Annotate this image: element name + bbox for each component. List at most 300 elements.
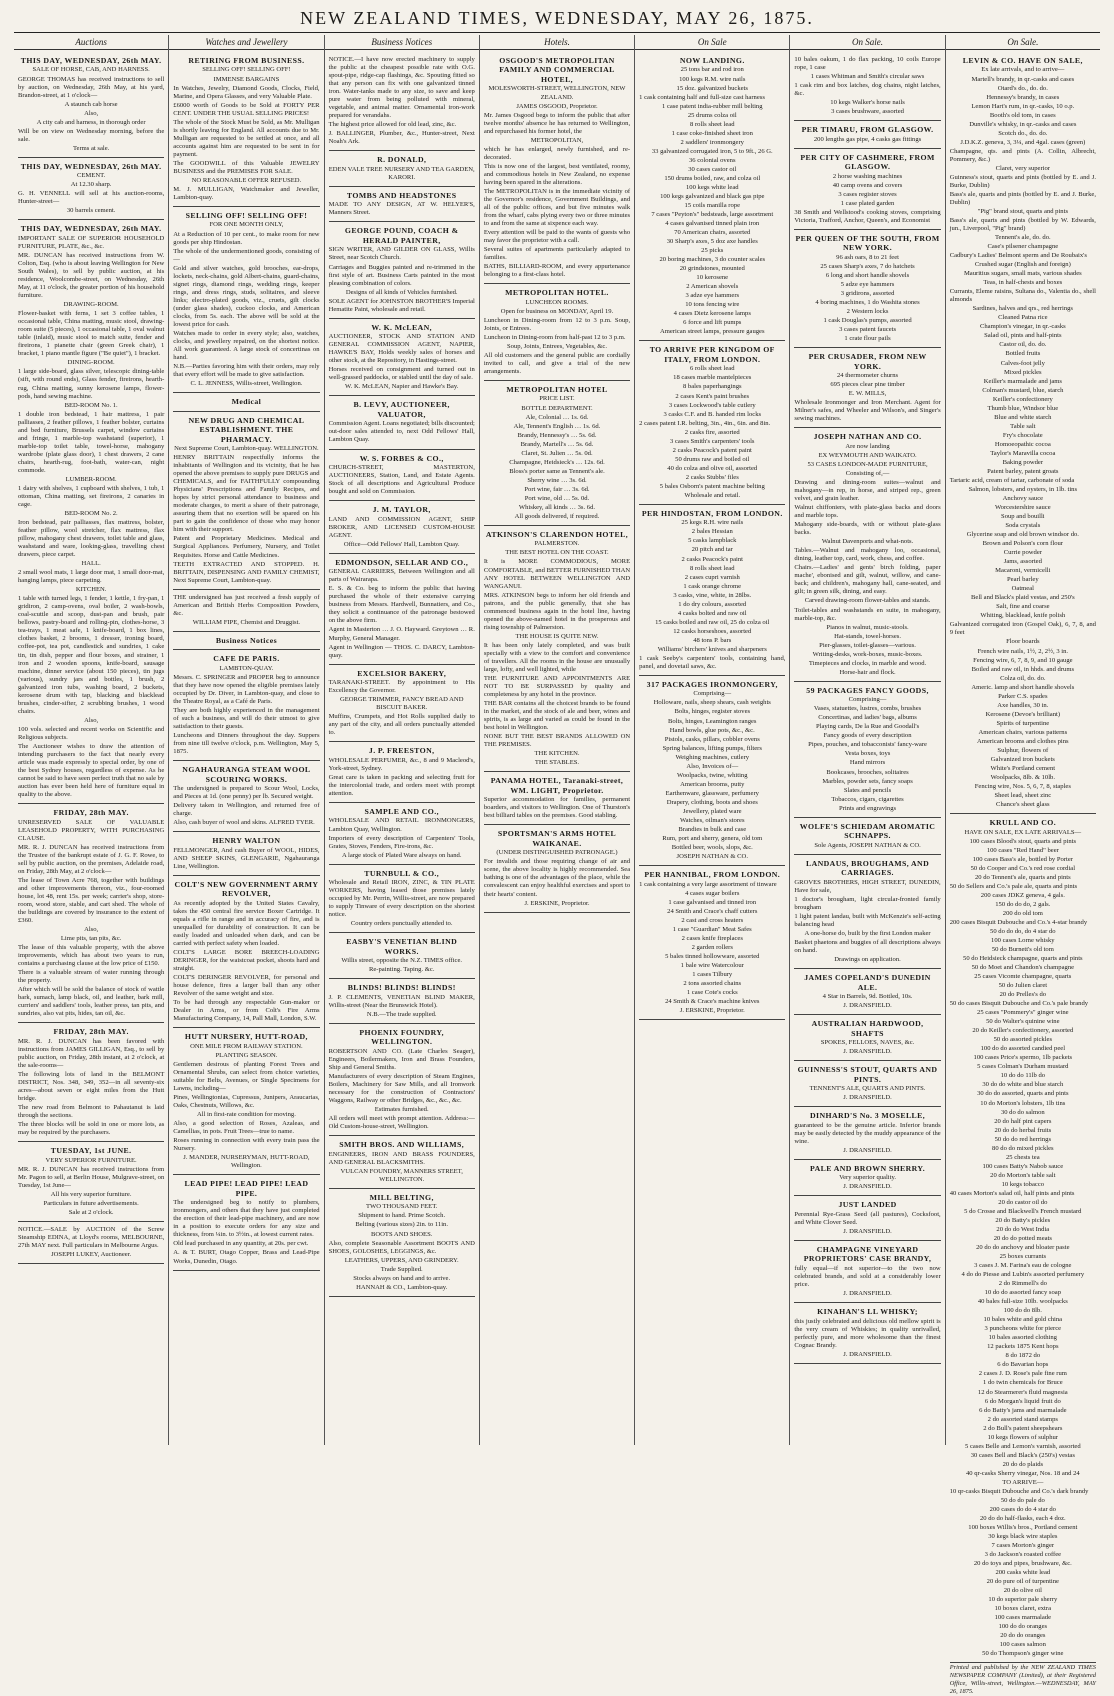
advertisement-line: 1 cask orange chrome xyxy=(683,582,742,590)
advertisement-line: J. DRANSFIELD. xyxy=(843,1227,892,1235)
advertisement-line: J. DRANSFIELD. xyxy=(843,1183,892,1191)
advertisement-line: 3 do Jackson's roasted coffee xyxy=(984,1551,1062,1559)
advertisement-line: Whiskey, all kinds … 3s. 6d. xyxy=(518,503,596,511)
advertisement xyxy=(639,506,785,676)
advertisement-line: EX WEYMOUTH AND WAIKATO. xyxy=(818,451,917,459)
advertisement-line: TARANAKI-STREET. By appointment to His Excellency the Governor. xyxy=(328,679,475,695)
advertisement-heading: EDMONDSON, SELLAR AND CO., xyxy=(335,557,469,567)
advertisement-line: 20 do do potted meats xyxy=(993,1234,1052,1242)
advertisement-line: GROVES BROTHERS, HIGH STREET, DUNEDIN, Have for sale, xyxy=(794,878,941,894)
advertisement-line: Every attention will be paid to the wants of guests who may favor the proprietor with a call. xyxy=(483,229,631,245)
advertisement-line: Table salt xyxy=(1010,422,1036,430)
advertisement-line: 4 cases Dietz kerosene lamps xyxy=(673,310,751,318)
advertisement-line: 2 cases cupri varnish xyxy=(684,573,740,581)
advertisement-line: 6 do Batty's jams and marmalade xyxy=(979,1406,1067,1414)
advertisement-line: Chance's sheet glass xyxy=(996,801,1050,809)
advertisement xyxy=(484,773,630,825)
advertisement-line: NONE BUT THE BEST BRANDS ALLOWED ON THE PREMISES. xyxy=(483,733,631,749)
advertisement-line: 10 kegs tobacco xyxy=(1001,1180,1045,1188)
advertisement-line: VULCAN FOUNDRY, MANNERS STREET, WELLINGTON. xyxy=(340,1167,463,1183)
advertisement-heading: PHOENIX FOUNDRY, WELLINGTON. xyxy=(359,1027,445,1047)
advertisement-line: There is a valuable stream of water running through the property. xyxy=(18,969,165,985)
advertisement-line: Trade Supplied. xyxy=(380,1265,423,1273)
advertisement-line: 100 vols. selected and recent works on Scientific and Religious subjects. xyxy=(18,725,165,741)
advertisement-line: N.B.—The trade supplied. xyxy=(366,1010,437,1018)
advertisement xyxy=(329,1025,475,1136)
advertisement xyxy=(329,666,475,743)
advertisement-line: 24 thermometer churns xyxy=(836,372,899,380)
advertisement xyxy=(639,867,785,1020)
advertisement-line: The undersigned beg to notify to plumbers, ironmongers, and others that they have just completed the erection of their lead-pipe machinery, and are now in a position to execute orders for any size and thickness, from ¼in. to 3½in., at lowest current rates. xyxy=(173,1199,320,1239)
advertisement-heading: TUESDAY, 1st JUNE. xyxy=(50,1146,132,1156)
advertisement-line: 10 kerosene xyxy=(696,274,729,282)
advertisement-line: White's Portland cement xyxy=(990,764,1056,772)
advertisement-line: Fencing wire, 6, 7, 8, 9, and 10 gauge xyxy=(973,656,1073,664)
column-1 xyxy=(14,35,169,1445)
advertisement-line: PALMERSTON. xyxy=(534,540,580,548)
advertisement-heading: HUTT NURSERY, HUTT-ROAD, xyxy=(184,1032,308,1042)
advertisement xyxy=(18,1024,164,1142)
advertisement-line: Horses received on consignment and turned out in well-grassed paddocks, or stabled until the day of sale. xyxy=(328,366,475,382)
advertisement-line: Taylor's Maravilla cocoa xyxy=(990,449,1056,457)
advertisement-line: A one-horse do, built by the first London maker xyxy=(804,929,931,937)
advertisement-line: BED-ROOM No. 2. xyxy=(64,509,118,517)
advertisement-line: 8 rolls sheet lead xyxy=(690,120,735,128)
advertisement-line: 2 garden rollers xyxy=(691,943,733,951)
advertisement-heading: MILL BELTING, xyxy=(369,1192,434,1202)
advertisement-line: 7 cases "Peyton's" bedsteads, large assortment xyxy=(651,210,774,218)
column-5 xyxy=(635,35,790,1445)
advertisement-line: 200 cases do do 4 star do xyxy=(989,1505,1056,1513)
column-6 xyxy=(790,35,945,1445)
advertisement xyxy=(173,413,319,590)
advertisement-line: Kerosene (Devoe's brilliant) xyxy=(985,710,1061,718)
advertisement-line: 2 do assorted stand stamps xyxy=(987,1415,1058,1423)
advertisement-line: 200 cases Bisquit Dubouche and Co.'s 4-star brandy xyxy=(949,918,1088,926)
advertisement-heading: THIS DAY, WEDNESDAY, 26th MAY. xyxy=(20,224,162,234)
advertisement-line: 20 do Morton's table salt xyxy=(990,1171,1056,1179)
advertisement-line: Tobaccos, cigars, cigarettes xyxy=(831,795,904,803)
advertisement-line: At a Reduction of 10 per cent., to make room for new goods per ship Hindostan. xyxy=(173,230,320,246)
advertisement-line: Also, xyxy=(84,109,99,117)
advertisement-line: SPOKES, FELLOES, NAVES, &c. xyxy=(820,1039,915,1047)
advertisement-line: JAMES OSGOOD, Proprietor. xyxy=(516,102,598,110)
advertisement-line: CEMENT. xyxy=(77,172,106,180)
advertisement-line: 20 do do anchovy and bloater paste xyxy=(976,1244,1070,1251)
advertisement-line: Office—Odd Fellows' Hall, Lambton Quay. xyxy=(343,540,460,548)
advertisement-line: VERY SUPERIOR FURNITURE. xyxy=(45,1156,137,1164)
advertisement-heading: HENRY WALTON xyxy=(212,836,281,846)
advertisement-line: 2 American shovels xyxy=(686,283,739,291)
advertisement-line: 20 do do West India xyxy=(996,1225,1050,1233)
advertisement-line: 3 cases Lockwood's table cutlery xyxy=(668,401,756,409)
advertisement-line: For invalids and those requiring change of air and scene, the above locality is highly recommended. Sea bathing is one of the advantages of the place, while the convalescent can enjoy healthful exercises and sport to their hearts' content. xyxy=(483,858,631,898)
advertisement-line: AUCTIONEER, STOCK AND STATION AND GENERAL COMMISSION AGENT, NAPIER, HAWKE'S BAY, Holds weekly sales of horses and other stock, at the Repository, in Hastings-street. xyxy=(328,333,475,365)
advertisement-line: Williams' birchers' knives and sharpeners xyxy=(657,645,767,653)
advertisement xyxy=(329,555,475,665)
advertisement-line: Slates and pencils xyxy=(843,786,892,794)
advertisement-line: Baking powder xyxy=(1002,458,1044,466)
advertisement-line: Luncheons and Dinners throughout the day. Suppers from nine till twelve o'clock, p.m. Wellington, May 5, 1875. xyxy=(173,732,320,756)
advertisement-line: Currants, Eleme raisins, Sultana do., Valentia do., shell almonds xyxy=(949,288,1096,304)
advertisement-line: 50 do do do, do 4 star do xyxy=(990,927,1056,935)
advertisement xyxy=(329,53,475,151)
advertisement xyxy=(329,866,475,934)
advertisement-line: 2 cases knife fireplaces xyxy=(681,934,743,942)
advertisement-line: NOTICE.—I have now erected machinery to supply the public at the cheapest possible rate with O.G. spout-pipe, ridge-cap flashings, &c. Spouting fitted so that any person can fix with one galvanized tinned iron. Water-tanks made to any size, to save and keep pure water from being polluted with mineral, vegetable, and animal matter. Ornamental iron-work prepared for verandahs. xyxy=(328,55,475,120)
advertisement-heading: NGAHAURANGA STEAM WOOL SCOURING WORKS. xyxy=(182,765,311,784)
advertisement-line: Chairs.—Ladies' and gents' birch folding, paper mache', ebonised and gilt, walnut, willow, and cane-back; and children's, mahogany hall, cane-seated, and gilt; in green silk, dining, and easy. xyxy=(794,564,941,596)
advertisement xyxy=(794,122,940,149)
advertisement-line: 6 do Bavarian hops xyxy=(997,1361,1049,1369)
advertisement-line: 5 casks lampblack xyxy=(688,537,737,545)
advertisement-line: 1 cask containing half and full-size cast harness xyxy=(639,93,765,101)
advertisement-line: HANNAH & CO., Lambton-quay. xyxy=(356,1283,448,1291)
advertisement-line: TENNENT'S ALE, QUARTS AND PINTS. xyxy=(809,1085,926,1093)
advertisement-line: Keiller's marmalade and jams xyxy=(983,377,1062,385)
advertisement-line: Soup, Joints, Entrees, Vegetables, &c. xyxy=(506,342,608,350)
advertisement-line: J. P. CLEMENTS, VENETIAN BLIND MAKER, Willis-street (Near the Brunswick Hotel). xyxy=(328,993,475,1009)
advertisement-line: 1 doctor's brougham, light circular-fronted family brougham xyxy=(794,895,941,911)
advertisement-line: The new road from Belmont to Pahautanui is laid through the sections. xyxy=(18,1104,165,1120)
advertisement-line: Rum, port and sherry, genera, old tom xyxy=(662,834,763,842)
advertisement-line: Glycerine soap and old brown windsor do. xyxy=(966,531,1079,539)
advertisement-line: MR. DUNCAN has received instructions from W. Colton, Esq. (who is about leaving Wellington for New South Wales), to sell by public auction, at his residence, Woolcombe-street, on Wednesday, 26th May, at 11 o'clock, the greater portion of his household furniture. xyxy=(18,252,165,300)
column-heading: Auctions xyxy=(14,35,168,50)
advertisement-heading: EASBY'S VENETIAN BLIND WORKS. xyxy=(346,937,458,956)
advertisement-line: 50 do assorted pickles xyxy=(993,1036,1053,1044)
advertisement-line: Oatmeal xyxy=(1011,585,1034,593)
advertisement-line: 1 case "Guardian" Meat Safes xyxy=(672,925,752,933)
advertisement-line: 10 do superior pale sherry xyxy=(988,1596,1058,1604)
advertisement-line: 6 long and short handle shovels xyxy=(825,271,910,279)
advertisement-line: LEATHERS, UPPERS, AND GRINDERY. xyxy=(344,1256,459,1264)
advertisement-heading: GUINNESS'S STOUT, QUARTS AND PINTS. xyxy=(797,1065,938,1084)
advertisement-line: 2 horse washing machines xyxy=(832,172,903,180)
advertisement-line: Bass's ale, quarts and pints (bottled by E. and J. Burke, Dublin) xyxy=(949,190,1096,206)
advertisement-line: Comprising— xyxy=(693,690,732,698)
advertisement-line: Salt, fine and coarse xyxy=(996,603,1050,611)
advertisement xyxy=(173,877,319,1028)
advertisement-line: 695 pieces clear pine timber xyxy=(830,381,905,389)
advertisement-line: 80 do do mixed pickles xyxy=(992,1144,1054,1152)
advertisement xyxy=(794,970,940,1015)
imprint-footer: Printed and published by the NEW ZEALAND TIMES NEWSPAPER COMPANY (Limited), at their Registered Office, Willis-street, Wellington.—WEDNESDAY, MAY 26, 1875. xyxy=(949,1664,1096,1695)
advertisement-line: 25 cases Vicomte champagne, quarts xyxy=(974,973,1072,981)
advertisement-line: Horse-hair and flock. xyxy=(839,668,896,676)
advertisement-line: 100 cases Price's spermo, 1lb packets xyxy=(973,1054,1073,1062)
advertisement-line: Pearl barley xyxy=(1006,576,1039,584)
advertisement-line: Cadbury's Ladies' Belmont sperm and De Roubaix's xyxy=(949,252,1087,260)
advertisement-line: 50 do Cooper and Co.'s red rose cordial xyxy=(970,864,1076,872)
advertisement-line: 2 casks fire, assorted xyxy=(684,428,740,436)
advertisement-line: Weighing machines, cutlery xyxy=(675,753,750,761)
advertisement-line: 25 cases Sharp's axes, 7 do hatchets xyxy=(820,262,915,270)
advertisement-line: 10 kegs flowers of sulphur xyxy=(987,1433,1058,1441)
advertisement-line: Port wine, old … 5s. 0d. xyxy=(524,494,590,502)
advertisement xyxy=(173,651,319,761)
advertisement-line: The highest price allowed for old lead, zinc, &c. xyxy=(328,121,457,129)
advertisement-line: The GOODWILL of this Valuable JEWELRY BUSINESS and the PREMISES FOR SALE. xyxy=(173,159,320,175)
advertisement-line: Will be on view on Wednesday morning, before the sale. xyxy=(18,127,165,143)
advertisement-line: Great care is taken in packing and selecting fruit for the intercolonial trade, and orders meet with prompt attention. xyxy=(328,773,475,797)
advertisement xyxy=(794,53,940,121)
advertisement-line: Timepieces and clocks, in marble and wood. xyxy=(808,659,927,667)
advertisement-line: Teas, in half-chests and boxes xyxy=(983,279,1063,287)
advertisement-heading: METROPOLITAN HOTEL. xyxy=(505,288,609,298)
advertisement-line: J. ERSKINE, Proprietor. xyxy=(524,899,590,907)
advertisement-line: 1 do twin chemicals for Bruce xyxy=(983,1379,1063,1387)
advertisement-line: Watches, oilman's stores xyxy=(679,816,745,824)
advertisement-line: 50 do Heidsieck champagne, quarts and pints xyxy=(963,955,1083,962)
advertisement-line: 4 casks bolted and raw oil xyxy=(677,609,747,617)
advertisement-line: Particulars in future advertisements. xyxy=(43,1199,139,1207)
advertisement-line: 50 do Sellers and Co.'s pale ale, quarts and pints xyxy=(949,882,1078,890)
advertisement-line: Tartaric acid, cream of tartar, carbonate of soda xyxy=(949,476,1075,484)
advertisement-line: Woolpacks, 8lb. & 10lb. xyxy=(990,773,1055,781)
advertisement-line: Mr. James Osgood begs to inform the public that after twelve months' absence he has returned to Wellington, and repurchased his former hotel, the xyxy=(483,111,631,135)
advertisement xyxy=(484,53,630,284)
advertisement-line: Homoeopathic cocoa xyxy=(994,440,1051,448)
advertisement-line: 200 lengths gas pipe, 4 casks gas fittings xyxy=(813,135,922,143)
advertisement-line: 100 kegs galvanized and black gas pipe xyxy=(660,192,765,200)
column-heading: On Sale. xyxy=(790,35,944,50)
advertisement-heading: CHAMPAGNE VINEYARD PROPRIETORS' CASE BRANDY, xyxy=(803,1244,932,1264)
column-4 xyxy=(480,35,635,1445)
advertisement-heading: J. M. TAYLOR, xyxy=(372,505,431,515)
advertisement xyxy=(639,677,785,866)
advertisement-line: 2 casks Stubbs' files xyxy=(685,473,739,481)
advertisement-line: French wire nails, 1½, 2, 2½, 3 in. xyxy=(977,647,1069,655)
advertisement-line: TO ARRIVE— xyxy=(1002,1478,1044,1486)
advertisement-line: 1 cask containing a very large assortment of tinware xyxy=(639,880,777,888)
advertisement-line: Luncheon in Dining-room from half-past 12 to 3 p.m. xyxy=(483,333,626,341)
advertisement-line: THE undersigned has just received a fresh supply of American and British Herbs Composition Powders, &c. xyxy=(173,593,320,617)
advertisement-line: Colza oil, do. do. xyxy=(1000,674,1046,682)
advertisement-line: J. DRANSFIELD. xyxy=(843,1290,892,1298)
advertisement-line: 10 bales assorted clothing xyxy=(988,1334,1057,1342)
advertisement xyxy=(639,53,785,341)
advertisement-line: 200 cases JDKZ geneva, 4 gals. xyxy=(980,891,1065,899)
advertisement-heading: LEAD PIPE! LEAD PIPE! LEAD PIPE. xyxy=(184,1179,309,1198)
advertisement xyxy=(794,683,940,818)
advertisement-line: 10 qr-casks Bisquit Dubouche and Co.'s dark brandy xyxy=(949,1487,1089,1495)
advertisement-line: PRICE LIST. xyxy=(539,395,575,403)
advertisement xyxy=(329,502,475,554)
advertisement-line: Ale, Colonial … 1s. 6d. xyxy=(525,413,589,421)
advertisement-line: Port wine, fair … 3s. 6d. xyxy=(524,485,590,493)
advertisement-line: GENERAL CARRIERS, Between Wellington and all parts of Wairarapa. xyxy=(328,568,475,584)
advertisement-heading: 59 PACKAGES FANCY GOODS, xyxy=(806,685,929,695)
advertisement-line: The lease of this valuable property, with the above improvements, which has about two years to run, contains a purchasing clause at the low price of £150. xyxy=(18,944,165,968)
advertisement-line: 100 cases Bass's ale, bottled by Porter xyxy=(972,855,1073,863)
advertisement-line: Several suites of apartments particularly adapted to families. xyxy=(483,246,631,262)
advertisement-line: 2 cases patent I.R. belting, 3in., 4in., 6in. and 8in. xyxy=(639,419,771,427)
advertisement-line: LAND AND COMMISSION AGENT, SHIP BROKER, AND LICENSED CUSTOM-HOUSE AGENT. xyxy=(328,515,475,539)
advertisement-heading: AUSTRALIAN HARDWOOD, SHAFTS xyxy=(811,1019,924,1038)
masthead: NEW ZEALAND TIMES, WEDNESDAY, MAY 26, 1875. xyxy=(14,8,1100,33)
advertisement-line: Fencing wire, Nos. 5, 6, 7, 8, staples xyxy=(974,782,1071,790)
advertisement-line: 30 barrels cement. xyxy=(66,207,116,215)
advertisement-line: 20 do castor oil do xyxy=(998,1198,1048,1206)
advertisement xyxy=(794,1062,940,1107)
advertisement-line: 5 bales tinned hollowware, assorted xyxy=(665,952,760,960)
advertisement-line: Champagne, qts. and pints (A. Collin, Albrecht, Pommery, &c.) xyxy=(949,147,1096,163)
advertisement-line: HENRY BRITTAIN respectfully informs the inhabitants of Wellington and its vicinity, that he has opened the above premises to supply pure DRUGS and CHEMICALS, and for FAITHFULLY compounding Physicians' Prescriptions and Family Recipes, and hopes by strict personal attendance to business and moderate charges, to merit a share of their patronage, assuring them that no exertion will be spared on his part to gain the confidence of those who may honor him with their support. xyxy=(173,454,320,534)
advertisement-line: Vesta boxes, toys xyxy=(844,750,891,758)
advertisement-line: 25 boxes currants xyxy=(999,1253,1047,1261)
advertisement-line: 150 do do do, 2 gals. xyxy=(995,900,1051,908)
advertisement-line: Prints and engravings xyxy=(838,804,897,812)
advertisement-heading: PER TIMARU, FROM GLASGOW. xyxy=(801,125,934,135)
advertisement-line: 48 tons P. bars xyxy=(693,636,732,644)
advertisement-line: CHURCH-STREET, MASTERTON, AUCTIONEERS, Station, Land, and Estate Agents. Stock of all descriptions and Agricultural Produce bought and sold on Commission. xyxy=(328,464,475,496)
advertisement xyxy=(794,1016,940,1061)
advertisement-heading: TO ARRIVE PER KINGDOM OF ITALY, FROM LONDON. xyxy=(649,345,775,364)
advertisement-line: 30 do do salmon xyxy=(1000,1108,1045,1116)
advertisement-line: Crushed sugar (English and foreign) xyxy=(974,261,1071,269)
advertisement-line: THE STABLES. xyxy=(534,759,580,767)
advertisement-line: fully equal—if not superior—to the two now celebrated brands, and sold at a considerably lower price. xyxy=(794,1264,941,1289)
advertisement-line: Earthenware, glassware, perfumery xyxy=(665,789,759,797)
advertisement-line: American street lamps, pressure gauges xyxy=(659,328,765,336)
advertisement-line: TWO THOUSAND FEET. xyxy=(366,1203,438,1211)
advertisement-line: Sheet lead, sheet zinc xyxy=(994,792,1052,799)
advertisement-line: G. H. VENNELL will sell at his auction-rooms, Hunter-street— xyxy=(18,190,165,206)
advertisement xyxy=(950,815,1096,1663)
advertisement-line: They are both highly experienced in the management of such a business, and will do their utmost to give satisfaction to their guests. xyxy=(173,706,320,730)
advertisement-heading: LANDAUS, BROUGHAMS, AND CARRIAGES. xyxy=(805,858,930,878)
advertisement-heading: ATKINSON'S CLARENDON HOTEL, xyxy=(485,529,629,539)
advertisement-line: 100 cases marmalade xyxy=(994,1614,1052,1622)
advertisement-line: 25 drums colza oil xyxy=(687,111,737,119)
advertisement-heading: PER HANNIBAL, FROM LONDON. xyxy=(644,870,781,879)
advertisement-line: BED-ROOM No. 1. xyxy=(64,401,118,409)
advertisement-line: 10 do Morton's lobsters, 1lb tins xyxy=(980,1099,1066,1107)
advertisement-line: 1 light patent landau, built with McKenzie's self-acting balancing head xyxy=(794,912,941,928)
advertisement-line: 20 boring machines, 3 do counter scales xyxy=(659,256,766,264)
advertisement xyxy=(173,208,319,393)
advertisement-line: 200 do old tom xyxy=(1002,909,1043,917)
advertisement-line: Also, cash buyer of wool and skins. ALFRED TYER. xyxy=(173,819,315,827)
advertisement-line: 20 pitch and tar xyxy=(691,546,733,554)
advertisement-line: Bookcases, brooches, solitaires xyxy=(826,768,909,776)
advertisement-line: 1 cases Whitman and Smith's circular saws xyxy=(810,73,925,81)
advertisement-line: 1 double iron bedstead, 1 hair mattress, 1 pair palliasses, 2 feather pillows, 1 feather bolster, curtains and bed furniture, Brussels carpet, window curtains and fringe, 1 marble-top washstand (superior), 1 marble-top toilet table, towel-horse, mahogany wardrobe (plate glass door), 1 chest drawers, 2 cane chairs, hearth-rug, foot-bath, water-can, night commode. xyxy=(18,410,165,474)
advertisement-line: It has been only lately completed, and was built specially with a view to the comfort and convenience of travellers. All the rooms in the house are unusually large, lofty, and well lighted, while xyxy=(483,641,631,673)
advertisement-heading: PER CITY OF CASHMERE, FROM GLASGOW. xyxy=(800,152,935,172)
advertisement xyxy=(173,53,319,207)
advertisement-line: 25 tons bar and rod iron xyxy=(680,66,744,74)
advertisement-line: Wholesale and retail. xyxy=(684,491,741,499)
advertisement-line: LUMBER-ROOM. xyxy=(65,475,117,483)
advertisement-line: Sherry wine … 3s. 6d. xyxy=(527,476,587,484)
advertisement-line: 4 boring machines, 1 do Washita stones xyxy=(815,299,920,307)
advertisement-line: Otard's do., do. do. xyxy=(997,84,1048,92)
advertisement-line: E. W. MILLS, xyxy=(848,390,887,398)
advertisement-line: J. ERSKINE, Proprietor. xyxy=(679,1006,745,1014)
advertisement-line: 20 do toys and pipes, brushware, &c. xyxy=(973,1560,1072,1568)
advertisement-line: 12 packets 1875 Kent hops xyxy=(987,1343,1059,1351)
advertisement-line: IMPORTANT SALE OF SUPERIOR HOUSEHOLD FURNITURE, PLATE, &c., &c. xyxy=(18,234,165,250)
advertisement-line: Soda crystals xyxy=(1005,522,1041,530)
advertisement-line: this justly celebrated and delicious old mellow spirit is the very cream of Whiskies; in quality unrivalled, perfectly pure, and more wholesome than the finest Cognac Brandy. xyxy=(794,1317,941,1349)
advertisement-line: 50 do Thompson's ginger wine xyxy=(982,1650,1064,1658)
column-3 xyxy=(325,35,480,1445)
advertisement-line: 2 Western locks xyxy=(846,308,889,316)
advertisement-heading: THIS DAY, WEDNESDAY, 26th MAY. xyxy=(20,55,162,65)
advertisement-line: 4 cases galvanised tinned plain iron xyxy=(665,220,760,227)
advertisement-line: Stocks always on hand and to arrive. xyxy=(353,1274,451,1282)
advertisement-heading: Medical xyxy=(231,397,262,407)
advertisement-line: Hand mirrors xyxy=(849,759,886,767)
advertisement-line: Bolts, hinges, register stoves xyxy=(674,708,751,716)
advertisement-line: J. DRANSFIELD. xyxy=(843,1002,892,1010)
advertisement-line: 2 casks Peacock's patent paint xyxy=(672,446,752,454)
advertisement-line: 2 do Bull's patent sheepshears xyxy=(983,1424,1063,1432)
advertisement-line: UNRESERVED SALE OF VALUABLE LEASEHOLD PROPERTY, WITH PURCHASING CLAUSE. xyxy=(18,818,165,842)
advertisement-heading: THIS DAY, WEDNESDAY, 26th MAY. xyxy=(20,161,162,171)
advertisement-line: Gentlemen desirous of planting Forest Trees and Ornamental Shrubs, can select from choice varieties, suitable for Belts, Avenues, or Single Specimens for Lawns, including— xyxy=(173,1060,320,1092)
advertisement-line: 100 cases "Red Hand" beer xyxy=(986,846,1059,854)
advertisement-line: THE KITCHEN. xyxy=(534,750,580,758)
advertisement-line: Sale at 2 o'clock. xyxy=(68,1208,114,1216)
advertisement-line: 5 adze eye hammers xyxy=(840,281,895,288)
advertisement-line: Toilet-tables and washstands en suite, in mahogany, marble-top, &c. xyxy=(794,606,941,622)
advertisement-line: 15 coils manilla rope xyxy=(684,201,740,209)
advertisement-line: Drapery, clothing, boots and shoes xyxy=(666,798,758,806)
advertisement xyxy=(18,53,164,158)
advertisement-line: Also, complete Seasonable Assortment BOOTS AND SHOES, GOLOSHES, LEGGINGS, &c. xyxy=(328,1239,475,1255)
advertisement-line: 50 do Moet and Chandon's champagne xyxy=(971,964,1075,972)
advertisement-line: 25 chests tea xyxy=(1005,1153,1040,1161)
advertisement-line: Blue and white starch xyxy=(994,413,1052,421)
advertisement-line: Country orders punctually attended to. xyxy=(350,920,453,928)
advertisement-heading: DINHARD'S No. 3 MOSELLE, xyxy=(810,1111,926,1121)
column-heading: Watches and Jewellery xyxy=(169,35,323,50)
advertisement-line: FELLMONGER, And cash Buyer of WOOL, HIDES, AND SHEEP SKINS, GLENGARIE, Ngahauranga Line, Wellington. xyxy=(173,846,320,870)
advertisement-line: 3 cases brushware, assorted xyxy=(831,108,904,116)
advertisement-line: Scotch do., do. do. xyxy=(998,129,1048,137)
advertisement-line: 30 cases Bell and Black's (250's) vestas xyxy=(970,1451,1075,1459)
advertisement-line: Brown and Polson's corn flour xyxy=(982,540,1063,548)
advertisement-line: J. BALLINGER, Plumber, &c., Hunter-street, Next Noah's Ark. xyxy=(328,130,475,146)
advertisement-heading: W. S. FORBES & CO., xyxy=(359,453,444,463)
advertisement-line: This is now one of the largest, best ventilated, roomy, and commodious hotels in New Zealand, no expense having been spared in the alterations. xyxy=(483,162,631,186)
advertisement-line: BATHS, BILLIARD-ROOM, and every appurtenance belonging to a first-class hotel. xyxy=(483,263,631,279)
advertisement-line: Watches made to order in every style; also, watches, clocks, and jewellery repaired, on the shortest notice. All work guaranteed. A large stock of concertinas on hand. xyxy=(173,329,320,361)
advertisement-line: 20 do olive oil xyxy=(1003,1587,1042,1595)
advertisement-line: 18 cases marble mantelpieces xyxy=(673,374,752,382)
advertisement-line: M. J. MULLIGAN, Watchmaker and Jeweller, Lambton-quay. xyxy=(173,185,320,201)
column-heading: Business Notices xyxy=(325,35,479,50)
advertisement-heading: JUST LANDED xyxy=(838,1200,897,1210)
advertisement-line: 20 do pure oil of turpentine xyxy=(986,1578,1059,1586)
advertisement-line: Old lead purchased in any quantity, at 20s. per cwt. xyxy=(173,1240,309,1248)
advertisement-heading: JOSEPH NATHAN AND CO. xyxy=(813,432,922,442)
advertisement-line: 50 do Julien claret xyxy=(998,982,1048,990)
advertisement-line: Agent in Masterton … J. O. Hayward. Greytown … R. Murphy, General Manager. xyxy=(328,626,475,642)
advertisement-line: LUNCHEON ROOMS. xyxy=(525,298,589,306)
advertisement-line: 100 cases salmon xyxy=(999,1641,1046,1649)
advertisement-line: 3 puncheons white for pierce xyxy=(984,1325,1062,1333)
advertisement-line: Carved drawing-room flower-tables and stands. xyxy=(804,597,931,605)
advertisement-line: 10 kegs Walker's horse nails xyxy=(830,99,905,107)
advertisement-line: 36 colonial ovens xyxy=(689,156,736,164)
advertisement-line: "Pig" brand stout, quarts and pints xyxy=(977,207,1069,215)
advertisement-line: Galvanized corrugated iron (Gospel Oak), 6, 7, 8, and 9 feet xyxy=(949,621,1096,637)
advertisement xyxy=(329,743,475,803)
